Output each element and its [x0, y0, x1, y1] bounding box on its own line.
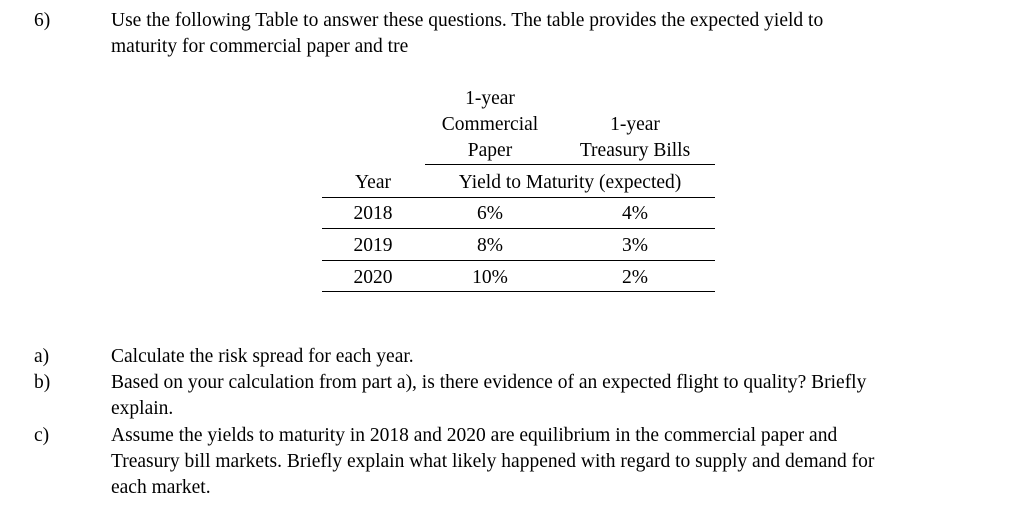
- table-row-2020-treasury: 2%: [622, 267, 648, 288]
- part-a-line-1: Calculate the risk spread for each year.: [111, 346, 414, 367]
- part-c-line-1: Assume the yields to maturity in 2018 and 2020 are equilibrium in the commercial paper and: [111, 425, 838, 446]
- table-row-2020-commercial: 10%: [472, 267, 508, 288]
- question-number: 6): [34, 10, 51, 31]
- question-prompt-line-1: Use the following Table to answer these questions. The table provides the expected yield to: [111, 10, 824, 31]
- table-row-2019-treasury: 3%: [622, 235, 648, 256]
- part-c-line-2: Treasury bill markets. Briefly explain what likely happened with regard to supply and demand for: [111, 451, 875, 472]
- part-a-label: a): [34, 346, 50, 367]
- table-row-2020-year: 2020: [353, 267, 393, 288]
- table-row-2018-commercial: 6%: [477, 203, 503, 224]
- part-b-line-2: explain.: [111, 398, 174, 419]
- row-divider: [322, 260, 715, 261]
- header-treasury-line-1: 1-year: [610, 114, 660, 135]
- table-row-2019-year: 2019: [353, 235, 393, 256]
- table-row-2018-treasury: 4%: [622, 203, 648, 224]
- question-prompt-line-2: maturity for commercial paper and tre: [111, 36, 409, 57]
- table-row-2018-year: 2018: [353, 203, 393, 224]
- header-treasury-line-2: Treasury Bills: [579, 140, 691, 161]
- part-c-label: c): [34, 425, 50, 446]
- table-bottom-rule: [322, 291, 715, 292]
- part-b-line-1: Based on your calculation from part a), is there evidence of an expected flight to quality? Briefly: [111, 372, 867, 393]
- part-c-line-3: each market.: [111, 477, 211, 498]
- row-divider: [322, 228, 715, 229]
- year-header: Year: [355, 172, 391, 193]
- yield-header: Yield to Maturity (expected): [458, 172, 682, 193]
- header-divider: [425, 164, 715, 165]
- table-row-2019-commercial: 8%: [477, 235, 503, 256]
- part-b-label: b): [34, 372, 51, 393]
- header-commercial-line-3: Paper: [467, 140, 513, 161]
- row-divider: [322, 197, 715, 198]
- header-commercial-line-2: Commercial: [441, 114, 539, 135]
- header-commercial-line-1: 1-year: [465, 88, 515, 109]
